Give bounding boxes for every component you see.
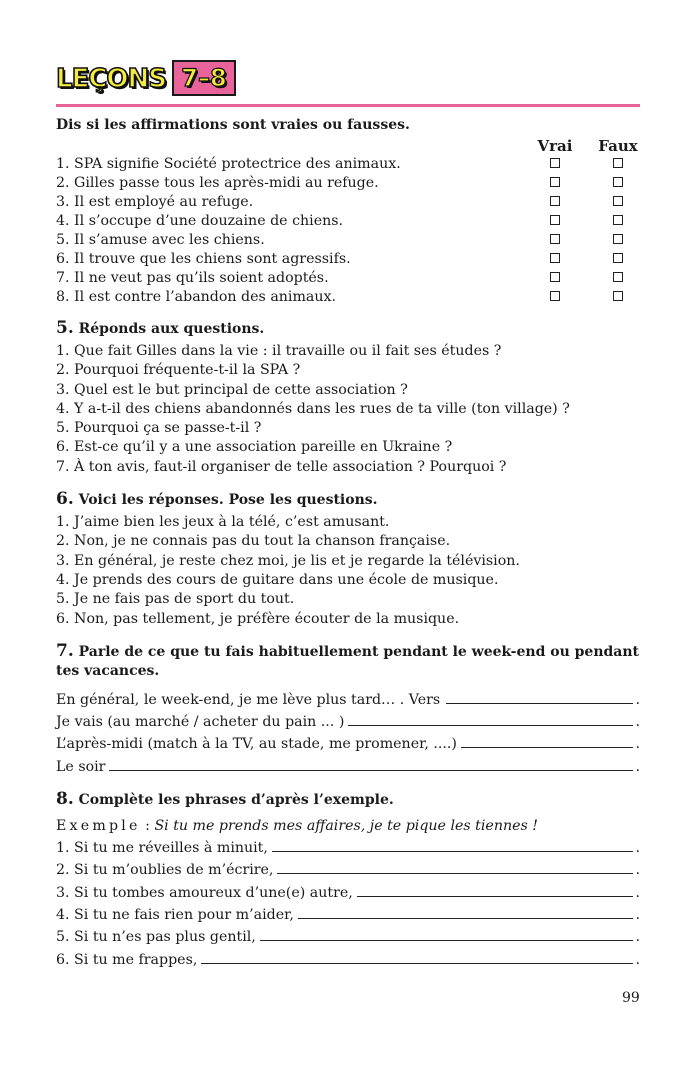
exercise-number: 7. [56,640,74,661]
answer-item: 2. Non, je ne connais pas du tout la chanson française. [56,533,451,550]
exercise-5 [56,319,640,477]
statement-row [56,288,640,307]
vrai-checkbox[interactable] [550,215,560,225]
exercise-instruction [56,490,640,510]
statement-text: 2. Gilles passe tous les après-midi au refuge. [56,175,379,191]
statement-row [56,212,640,231]
statement-row [56,269,640,288]
answer-blank[interactable] [461,732,634,748]
vrai-checkbox[interactable] [550,272,560,282]
answer-blank[interactable] [277,858,633,874]
faux-checkbox[interactable] [613,177,623,187]
prompt-text: 2. Si tu m’oublies de m’écrire, [56,862,274,879]
instruction-text: Complète les phrases d’après l’exemple. [78,792,394,809]
fill-in-line: Je vais (au marché / acheter du pain ... ) . [56,710,640,732]
statement-row [56,193,640,212]
statement-text: 8. Il est contre l’abandon des animaux. [56,289,337,305]
exercise-instruction: Dis si les affirmations sont vraies ou fausses. [56,117,410,133]
exercise-instruction [56,790,640,810]
fill-in-line: 5. Si tu n’es pas plus gentil, . [56,925,640,947]
fill-in-line: 1. Si tu me réveilles à minuit, . [56,836,640,858]
textbook-page [56,60,640,970]
example-label: Exemple [56,818,141,835]
lesson-header [56,60,640,100]
example-sentence: Si tu me prends mes affaires, je te pique les tiennes ! [154,818,538,835]
question-item: 4. Y a-t-il des chiens abandonnés dans les rues de ta ville (ton village) ? [56,400,570,417]
statement-row [56,250,640,269]
answer-item: 1. J’aime bien les jeux à la télé, c’est amusant. [56,514,390,531]
page-number: 99 [622,990,640,1006]
question-item: 3. Quel est le but principal de cette association ? [56,381,408,398]
instruction-text: Parle de ce que tu fais habituellement pendant le week-end ou pendant [78,643,640,660]
fill-in-line: 6. Si tu me frappes, . [56,948,640,970]
statement-text: 5. Il s’amuse avec les chiens. [56,232,265,248]
answer-blank[interactable] [298,903,634,919]
fill-in-line: Le soir . [56,755,640,777]
statement-row [56,155,640,174]
statement-text: 6. Il trouve que les chiens sont agressifs. [56,251,351,267]
vrai-checkbox[interactable] [550,177,560,187]
question-item: 2. Pourquoi fréquente-t-il la SPA ? [56,362,301,379]
exercise-6 [56,490,640,629]
true-false-header [56,137,640,155]
faux-checkbox[interactable] [613,253,623,263]
statement-row [56,231,640,250]
prompt-text: Le soir [56,758,106,775]
column-faux: Faux [598,137,638,155]
answer-blank[interactable] [201,948,633,964]
answer-item: 3. En général, je reste chez moi, je lis et je regarde la télévision. [56,552,520,569]
prompt-text: 4. Si tu ne fais rien pour m’aider, [56,906,294,923]
fill-in-line: L’après-midi (match à la TV, au stade, me promener, ....) . [56,732,640,754]
vrai-checkbox[interactable] [550,253,560,263]
vrai-checkbox[interactable] [550,291,560,301]
faux-checkbox[interactable] [613,234,623,244]
prompt-text: L’après-midi (match à la TV, au stade, me promener, ....) [56,736,457,753]
exercise-instruction [56,319,640,339]
fill-in-line: 2. Si tu m’oublies de m’écrire, . [56,858,640,880]
fill-in-line: 3. Si tu tombes amoureux d’une(e) autre, . [56,881,640,903]
answer-item: 5. Je ne fais pas de sport du tout. [56,591,295,608]
answer-blank[interactable] [357,881,634,897]
fill-in-line: 4. Si tu ne fais rien pour m’aider, . [56,903,640,925]
exercise-true-false [56,116,640,307]
exercise-instruction [56,642,640,662]
fill-in-line: En général, le week-end, je me lève plus tard… . Vers . [56,688,640,710]
lesson-number-badge: 7–8 [172,60,236,96]
header-divider [56,104,640,107]
vrai-checkbox[interactable] [550,234,560,244]
faux-checkbox[interactable] [613,291,623,301]
exercise-8 [56,790,640,970]
answer-blank[interactable] [109,755,633,771]
example-line: Exemple : Si tu me prends mes affaires, je te pique les tiennes ! [56,818,538,835]
answer-item: 4. Je prends des cours de guitare dans une école de musique. [56,571,499,588]
question-item: 6. Est-ce qu’il y a une association pareille en Ukraine ? [56,439,453,456]
prompt-text: 6. Si tu me frappes, [56,951,198,968]
faux-checkbox[interactable] [613,272,623,282]
exercise-number: 8. [56,789,74,810]
faux-checkbox[interactable] [613,196,623,206]
answer-item: 6. Non, pas tellement, je préfère écouter de la musique. [56,610,460,627]
answer-blank[interactable] [272,836,634,852]
statement-text: 1. SPA signifie Société protectrice des animaux. [56,156,401,172]
prompt-text: 1. Si tu me réveilles à minuit, [56,840,268,857]
answer-blank[interactable] [348,710,633,726]
vrai-checkbox[interactable] [550,158,560,168]
statement-row [56,174,640,193]
answer-blank[interactable] [260,925,634,941]
prompt-text: 3. Si tu tombes amoureux d’une(e) autre, [56,884,353,901]
statement-text: 3. Il est employé au refuge. [56,194,254,210]
answer-blank[interactable] [446,688,633,704]
lesson-title: LEÇONS [56,64,166,94]
instruction-text-continued: tes vacances. [56,662,160,679]
faux-checkbox[interactable] [613,158,623,168]
vrai-checkbox[interactable] [550,196,560,206]
exercise-7 [56,642,640,777]
exercise-number: 5. [56,318,74,338]
statement-text: 7. Il ne veut pas qu’ils soient adoptés. [56,270,329,286]
exercise-number: 6. [56,489,74,510]
prompt-text: En général, le week-end, je me lève plus tard… . Vers [56,691,441,708]
question-item: 5. Pourquoi ça se passe-t-il ? [56,420,262,437]
prompt-text: Je vais (au marché / acheter du pain ... ) [56,714,345,731]
instruction-text: Réponds aux questions. [78,321,265,337]
statement-text: 4. Il s’occupe d’une douzaine de chiens. [56,213,344,229]
question-item: 7. À ton avis, faut-il organiser de telle association ? Pourquoi ? [56,458,507,475]
instruction-text: Voici les réponses. Pose les questions. [78,492,378,509]
prompt-text: 5. Si tu n’es pas plus gentil, [56,929,256,946]
question-item: 1. Que fait Gilles dans la vie : il travaille ou il fait ses études ? [56,343,502,359]
column-vrai: Vrai [537,137,573,155]
faux-checkbox[interactable] [613,215,623,225]
